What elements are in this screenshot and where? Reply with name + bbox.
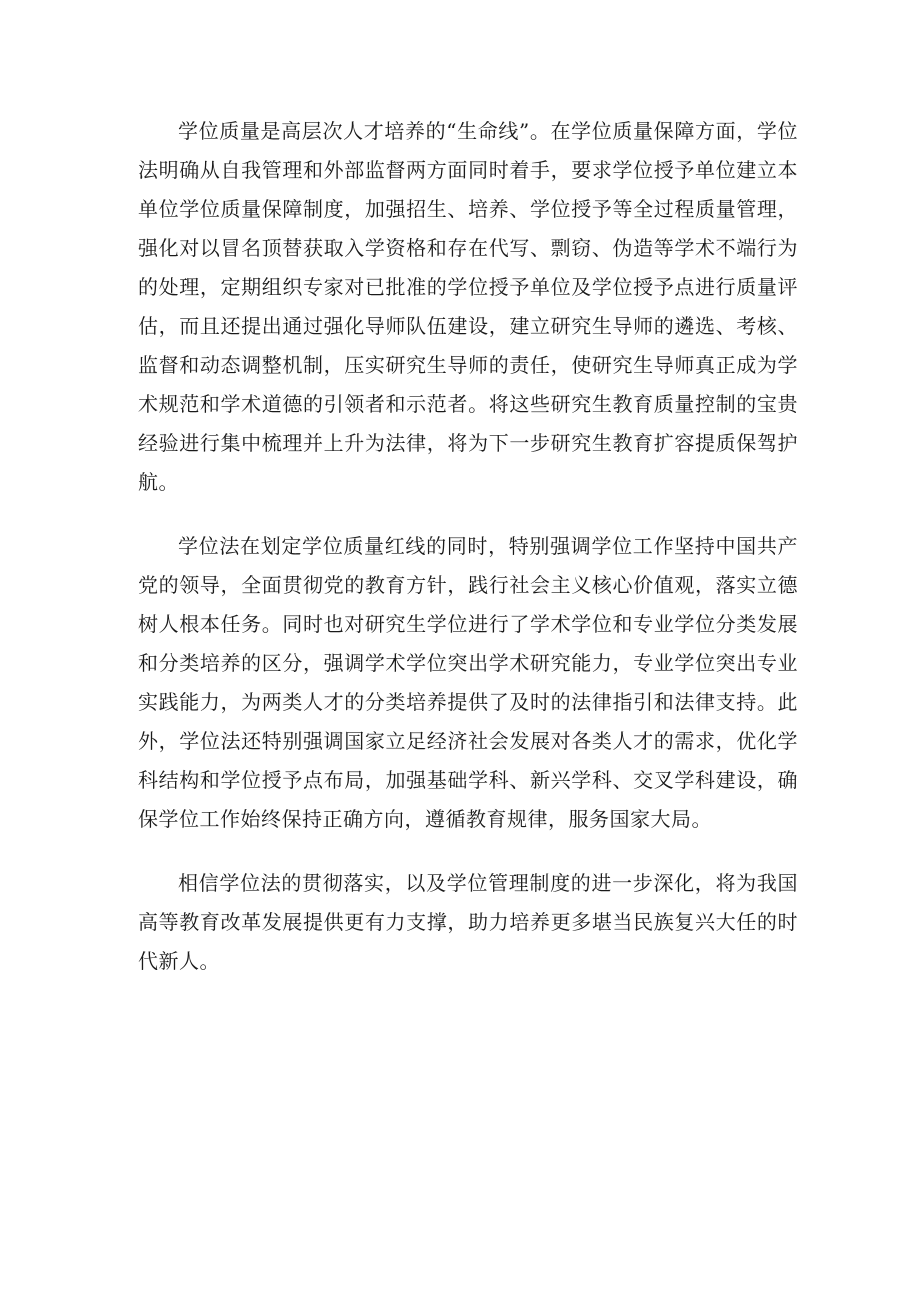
document-body: [138, 112, 798, 981]
paragraph-conclusion: 相信学位法的贯彻落实，以及学位管理制度的进一步深化，将为我国高等教育改革发展提供更有力支撑，助力培养更多堪当民族复兴大任的时代新人。: [138, 871, 798, 973]
paragraph-party-leadership: 学位法在划定学位质量红线的同时，特别强调学位工作坚持中国共产党的领导，全面贯彻党的教育方针，践行社会主义核心价值观，落实立德树人根本任务。同时也对研究生学位进行了学术学位和专业学位分类发展和分类培养的区分，强调学术学位突出学术研究能力，专业学位突出专业实践能力，为两类人才的分类培养提供了及时的法律指引和法律支持。此外，学位法还特别强调国家立足经济社会发展对各类人才的需求，优化学科结构和学位授予点布局，加强基础学科、新兴学科、交叉学科建设，确保学位工作始终保持正确方向，遵循教育规律，服务国家大局。: [138, 534, 798, 831]
paragraph-quality-assurance: 学位质量是高层次人才培养的“生命线”。在学位质量保障方面，学位法明确从自我管理和外部监督两方面同时着手，要求学位授予单位建立本单位学位质量保障制度，加强招生、培养、学位授予等全过程质量管理，强化对以冒名顶替获取入学资格和存在代写、剽窃、伪造等学术不端行为的处理，定期组织专家对已批准的学位授予单位及学位授予点进行质量评估，而且还提出通过强化导师队伍建设，建立研究生导师的遴选、考核、监督和动态调整机制，压实研究生导师的责任，使研究生导师真正成为学术规范和学术道德的引领者和示范者。将这些研究生教育质量控制的宝贵经验进行集中梳理并上升为法律，将为下一步研究生教育扩容提质保驾护航。: [138, 119, 798, 494]
